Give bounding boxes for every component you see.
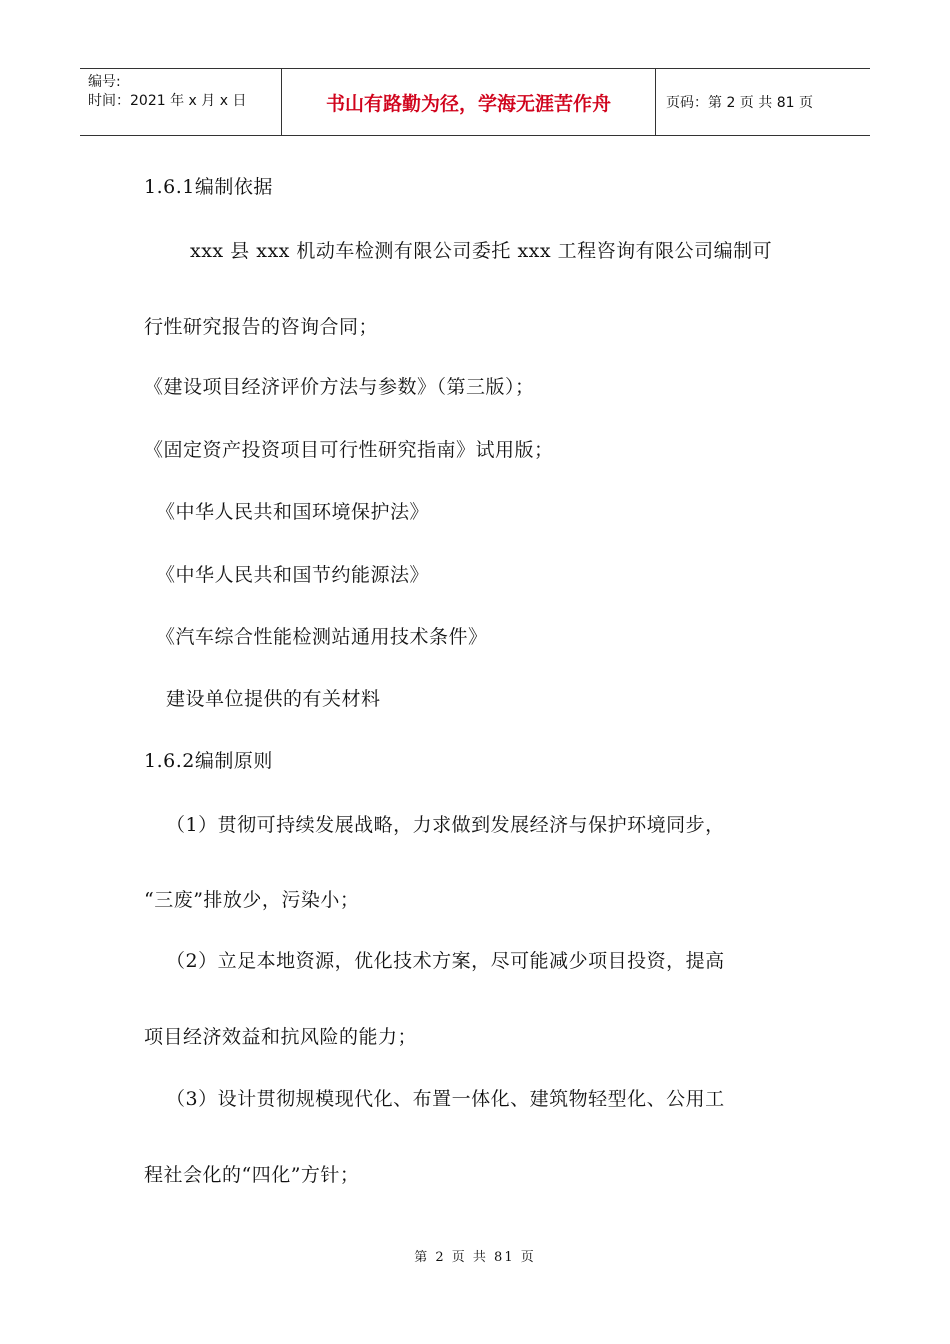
- document-number-label: 编号:: [88, 74, 121, 90]
- paragraph-line: xxx 县 xxx 机动车检测有限公司委托 xxx 工程咨询有限公司编制可: [190, 240, 773, 262]
- paragraph-line: （3）设计贯彻规模现代化、布置一体化、建筑物轻型化、公用工: [166, 1088, 725, 1110]
- section-heading: 1.6.1编制依据: [144, 176, 273, 198]
- paragraph-line: 项目经济效益和抗风险的能力；: [144, 1026, 418, 1048]
- reference-item: 建设单位提供的有关材料: [166, 688, 381, 710]
- paragraph-line: 程社会化的“四化”方针；: [144, 1164, 360, 1186]
- page-header: [80, 68, 870, 136]
- reference-item: 《汽车综合性能检测站通用技术条件》: [156, 626, 488, 648]
- paragraph-line: 行性研究报告的咨询合同；: [144, 316, 379, 338]
- header-motto: 书山有路勤为径，学海无涯苦作舟: [282, 69, 656, 135]
- paragraph-line: （1）贯彻可持续发展战略，力求做到发展经济与保护环境同步，: [166, 814, 725, 836]
- document-date: 时间：2021 年 x 月 x 日: [88, 93, 247, 109]
- header-meta: [80, 69, 282, 135]
- paragraph-line: （2）立足本地资源，优化技术方案，尽可能减少项目投资，提高: [166, 950, 725, 972]
- section-heading: 1.6.2编制原则: [144, 750, 273, 772]
- reference-item: 《建设项目经济评价方法与参数》（第三版）；: [144, 376, 535, 398]
- page-footer: 第 2 页 共 81 页: [414, 1250, 536, 1265]
- header-page-info: 页码：第 2 页 共 81 页: [666, 95, 813, 111]
- paragraph-line: “三废”排放少，污染小；: [144, 889, 360, 911]
- reference-item: 《固定资产投资项目可行性研究指南》试用版；: [144, 439, 554, 461]
- reference-item: 《中华人民共和国环境保护法》: [156, 501, 430, 523]
- reference-item: 《中华人民共和国节约能源法》: [156, 564, 430, 586]
